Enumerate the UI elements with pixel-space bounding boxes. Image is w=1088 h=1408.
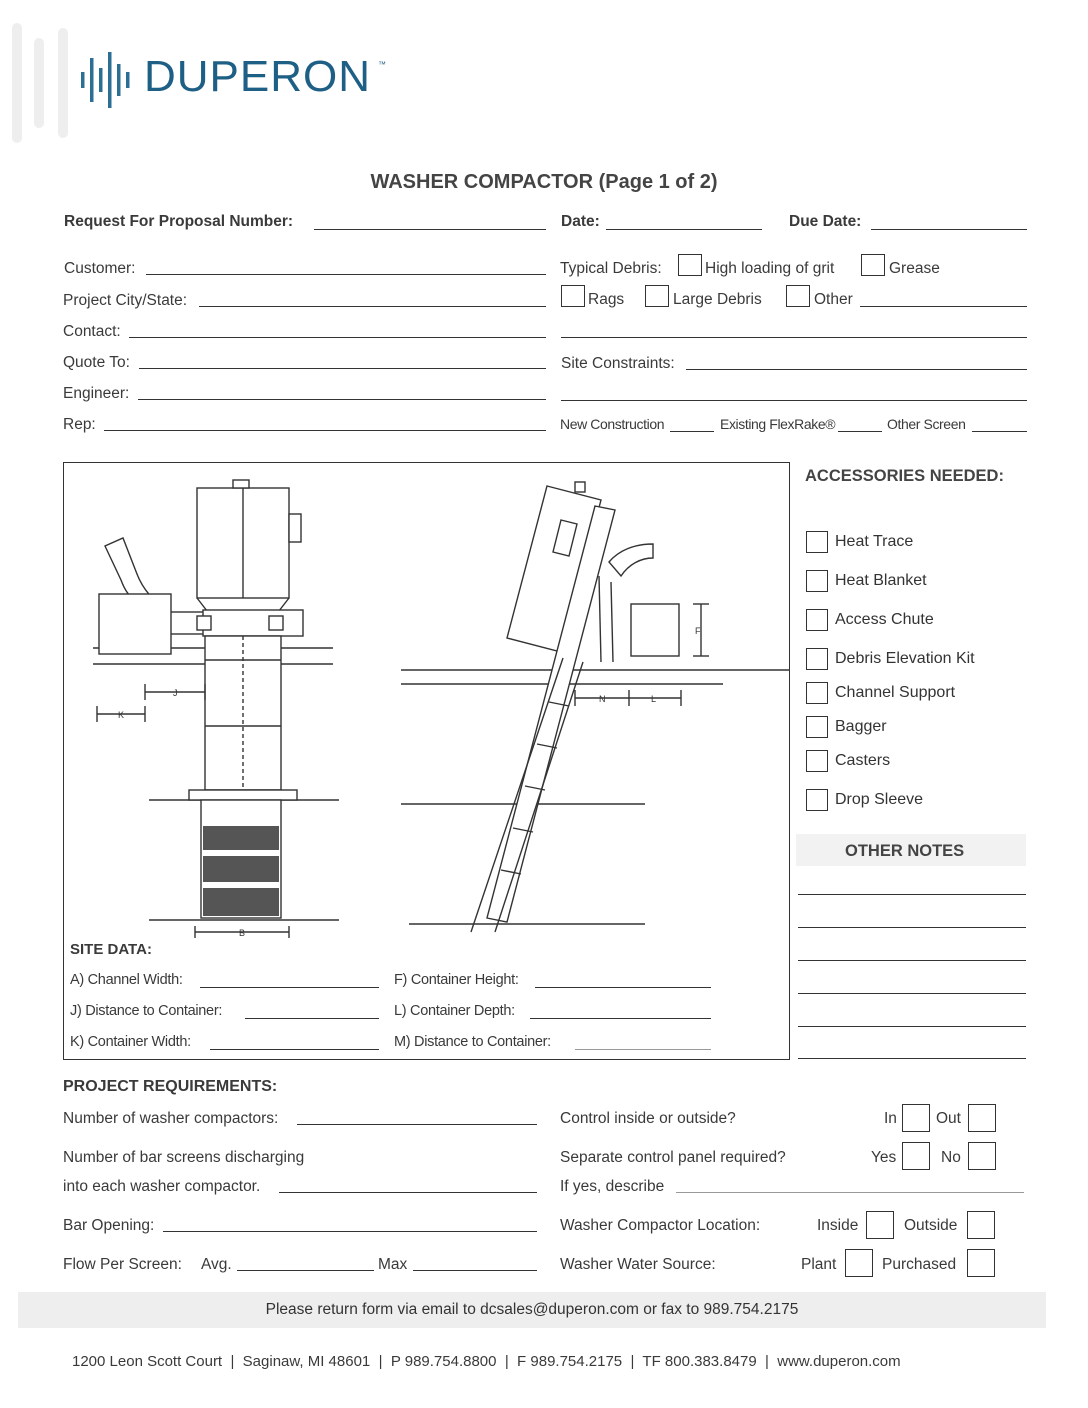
footer-address: 1200 Leon Scott Court | Saginaw, MI 48601 | P 989.754.8800 | F 989.754.2175 | TF 800.383.8479 | www.duperon.com [72,1353,901,1370]
control-in-label: In [884,1110,897,1127]
num-compactors-field[interactable] [297,1124,537,1125]
container-height-label: F) Container Height: [394,972,519,988]
if-yes-label: If yes, describe [560,1178,665,1195]
project-city-field[interactable] [199,306,546,307]
dim-j-label: J [173,688,178,698]
other-debris-label: Other [814,291,853,308]
access-chute-label: Access Chute [835,611,934,628]
typical-debris-label: Typical Debris: [560,260,662,277]
project-city-label: Project City/State: [63,292,188,309]
date-field[interactable] [606,229,762,230]
drop-sleeve-label: Drop Sleeve [835,791,924,808]
location-outside-checkbox[interactable] [967,1211,995,1239]
num-screens-label-2: into each washer compactor. [63,1178,261,1195]
container-width-label: K) Container Width: [70,1034,191,1050]
other-notes-title: OTHER NOTES [845,842,965,860]
casters-label: Casters [835,752,891,769]
accessory-access-chute[interactable] [806,609,934,631]
accessory-channel-support[interactable] [806,682,955,704]
avg-field[interactable] [237,1270,374,1271]
num-screens-label-1: Number of bar screens discharging [63,1149,305,1166]
control-out-label: Out [936,1110,961,1127]
location-question: Washer Compactor Location: [560,1217,761,1234]
new-construction-label: New Construction [560,416,665,432]
engineer-label: Engineer: [63,385,130,402]
other-debris-checkbox[interactable] [786,285,810,307]
container-depth-label: L) Container Depth: [394,1003,515,1019]
contact-field[interactable] [129,337,546,338]
other-screen-label: Other Screen [887,416,966,432]
dim-f-label: F [695,626,701,636]
debris-elevation-kit-label: Debris Elevation Kit [835,650,975,667]
site-constraints-label: Site Constraints: [561,355,675,372]
distance-j-field[interactable] [245,1018,379,1019]
notes-line-3[interactable] [798,960,1026,961]
if-yes-field[interactable] [676,1192,1024,1193]
panel-yes-checkbox[interactable] [902,1142,930,1170]
accessories-title: ACCESSORIES NEEDED: [805,467,1004,485]
access-chute-checkbox[interactable] [806,609,828,631]
accessory-heat-trace[interactable] [806,531,913,553]
heat-trace-checkbox[interactable] [806,531,828,553]
bar-opening-label: Bar Opening: [63,1217,155,1234]
page-title: WASHER COMPACTOR (Page 1 of 2) [370,171,718,193]
notes-line-2[interactable] [798,927,1026,928]
channel-support-label: Channel Support [835,684,956,701]
notes-line-4[interactable] [798,993,1026,994]
site-constraints-extra-line[interactable] [561,400,1027,401]
project-requirements-title: PROJECT REQUIREMENTS: [63,1078,278,1095]
due-date-field[interactable] [871,229,1027,230]
accessory-debris-elevation-kit[interactable] [806,648,975,670]
quote-to-label: Quote To: [63,354,130,371]
washer-compactor-diagram [63,462,790,942]
distance-j-label: J) Distance to Container: [70,1003,223,1019]
customer-label: Customer: [64,260,136,277]
panel-no-checkbox[interactable] [968,1142,996,1170]
heat-blanket-checkbox[interactable] [806,570,828,592]
dim-l-label: L [651,694,657,704]
water-plant-checkbox[interactable] [845,1249,873,1277]
grease-label: Grease [889,260,940,277]
channel-width-label: A) Channel Width: [70,972,183,988]
container-width-field[interactable] [210,1049,379,1050]
max-field[interactable] [413,1270,537,1271]
channel-support-checkbox[interactable] [806,682,828,704]
other-screen-field[interactable] [972,431,1027,432]
large-debris-label: Large Debris [673,291,762,308]
rep-field[interactable] [104,430,546,431]
panel-no-label: No [941,1149,961,1166]
new-construction-field[interactable] [670,431,714,432]
dim-n-label: N [599,694,606,704]
return-note: Please return form via email to dcsales@duperon.com or fax to 989.754.2175 [265,1301,799,1318]
trademark: ™ [378,60,386,69]
accessory-casters[interactable] [806,750,890,772]
notes-line-1[interactable] [798,894,1026,895]
existing-flexrake-field[interactable] [838,431,882,432]
existing-flexrake-label: Existing FlexRake® [720,416,836,432]
control-in-checkbox[interactable] [902,1104,930,1132]
water-purchased-checkbox[interactable] [967,1249,995,1277]
high-grit-label: High loading of grit [705,260,835,277]
logo-mark-icon [78,50,140,110]
rfp-field[interactable] [314,229,546,230]
panel-yes-label: Yes [871,1149,897,1166]
brand-name: DUPERON [144,52,372,101]
panel-question: Separate control panel required? [560,1149,786,1166]
water-plant-label: Plant [801,1256,837,1273]
bagger-label: Bagger [835,718,887,735]
debris-extra-line[interactable] [561,337,1027,338]
debris-elevation-kit-checkbox[interactable] [806,648,828,670]
control-question: Control inside or outside? [560,1110,736,1127]
rags-checkbox[interactable] [561,285,585,307]
accessory-heat-blanket[interactable] [806,570,927,592]
location-inside-checkbox[interactable] [866,1211,894,1239]
container-height-field[interactable] [535,987,711,988]
bagger-checkbox[interactable] [806,716,828,738]
max-label: Max [378,1256,408,1273]
avg-label: Avg. [201,1256,232,1273]
engineer-field[interactable] [138,399,546,400]
rfp-label: Request For Proposal Number: [64,213,294,230]
bar-opening-field[interactable] [163,1231,537,1232]
num-compactors-label: Number of washer compactors: [63,1110,279,1127]
date-label: Date: [561,213,600,230]
channel-width-field[interactable] [200,987,379,988]
location-outside-label: Outside [904,1217,958,1234]
rep-label: Rep: [63,416,96,433]
high-grit-checkbox[interactable] [678,254,702,276]
notes-line-5[interactable] [798,1026,1026,1027]
site-constraints-field[interactable] [686,369,1027,370]
water-question: Washer Water Source: [560,1256,716,1273]
other-debris-field[interactable] [860,306,1027,307]
location-inside-label: Inside [817,1217,859,1234]
large-debris-checkbox[interactable] [645,285,669,307]
watermark-bars [10,18,80,148]
grease-checkbox[interactable] [861,254,885,276]
customer-field[interactable] [146,274,546,275]
distance-m-field[interactable] [575,1049,711,1050]
heat-blanket-label: Heat Blanket [835,572,927,589]
dim-k-label: K [118,710,125,720]
quote-to-field[interactable] [139,368,546,369]
water-purchased-label: Purchased [882,1256,957,1273]
accessory-drop-sleeve[interactable] [806,789,923,811]
drop-sleeve-checkbox[interactable] [806,789,828,811]
rags-label: Rags [588,291,625,308]
casters-checkbox[interactable] [806,750,828,772]
distance-m-label: M) Distance to Container: [394,1034,551,1050]
due-date-label: Due Date: [789,213,862,230]
accessory-bagger[interactable] [806,716,887,738]
notes-line-6[interactable] [798,1058,1026,1059]
site-data-title: SITE DATA: [70,941,152,958]
flow-per-screen-label: Flow Per Screen: [63,1256,182,1273]
control-out-checkbox[interactable] [968,1104,996,1132]
heat-trace-label: Heat Trace [835,533,914,550]
container-depth-field[interactable] [530,1018,711,1019]
num-screens-field[interactable] [279,1192,537,1193]
contact-label: Contact: [63,323,121,340]
dim-b-label: B [239,928,246,938]
